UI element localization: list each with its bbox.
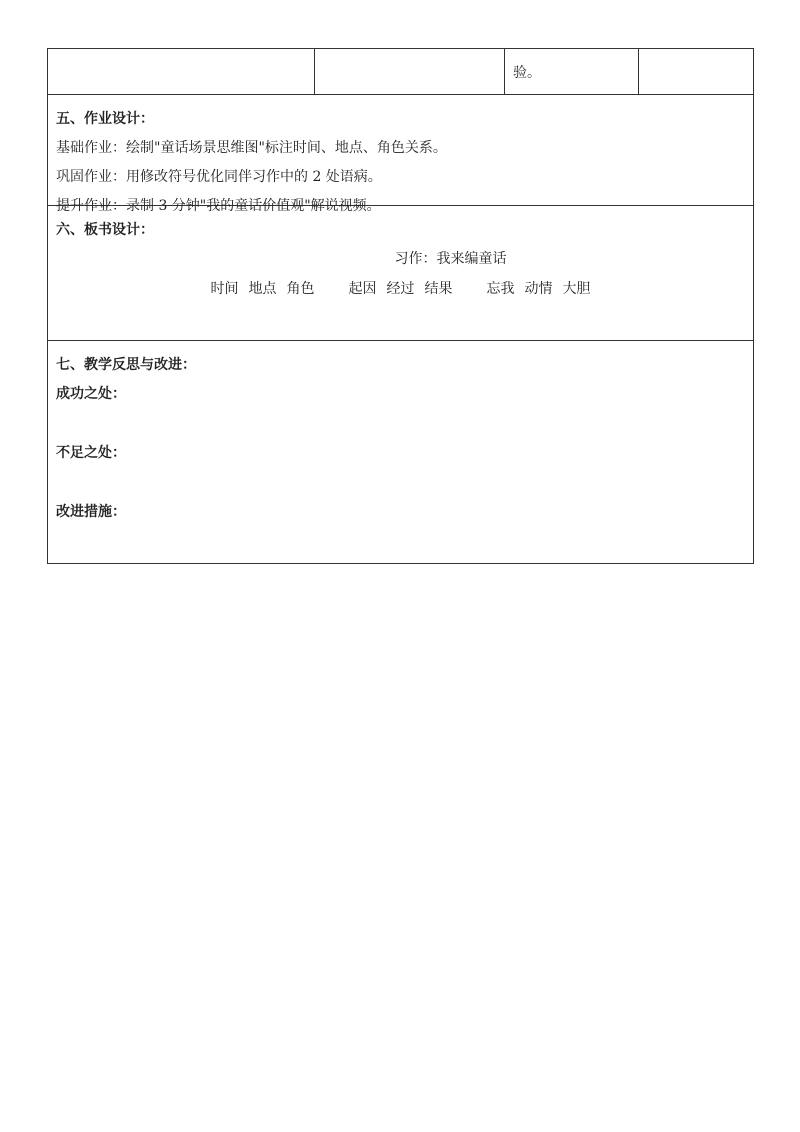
board-keyword: 时间 [210, 281, 239, 297]
table-cell [315, 49, 505, 95]
board-keywords [56, 279, 745, 299]
board-keyword: 角色 [286, 281, 315, 297]
table-cell [48, 49, 315, 95]
board-keyword: 起因 [348, 281, 377, 297]
board-cell [48, 206, 754, 341]
section-title-homework: 五、作业设计： [56, 111, 154, 127]
board-group-elements [211, 279, 315, 299]
document-page [47, 48, 753, 564]
section-title-board: 六、板书设计： [56, 222, 154, 238]
lesson-plan-table [47, 48, 754, 564]
reflection-success: 成功之处： [56, 386, 126, 402]
board-keyword: 动情 [524, 281, 553, 297]
section-title-reflection: 七、教学反思与改进： [56, 357, 196, 373]
table-row-continued [48, 49, 754, 95]
board-heading: 习作：我来编童话 [394, 251, 507, 267]
reflection-cell [48, 341, 754, 564]
reflection-row [48, 341, 754, 564]
board-group-plot [349, 279, 453, 299]
homework-basic: 基础作业：绘制"童话场景思维图"标注时间、地点、角色关系。 [56, 140, 447, 156]
board-keyword: 忘我 [486, 281, 515, 297]
homework-row [48, 95, 754, 206]
board-keyword: 大胆 [562, 281, 591, 297]
board-keyword: 地点 [248, 281, 277, 297]
table-cell [639, 49, 754, 95]
board-keyword: 经过 [386, 281, 415, 297]
cell-text: 验。 [513, 65, 541, 81]
board-group-attitude [487, 279, 591, 299]
reflection-shortcoming: 不足之处： [56, 445, 126, 461]
board-row [48, 206, 754, 341]
homework-section [48, 95, 753, 214]
board-keyword: 结果 [424, 281, 453, 297]
reflection-section [48, 341, 753, 563]
reflection-improvement: 改进措施： [56, 504, 126, 520]
homework-consolidate: 巩固作业：用修改符号优化同伴习作中的 2 处语病。 [56, 169, 382, 185]
board-section [48, 206, 753, 340]
table-cell [505, 49, 639, 95]
homework-advanced: 提升作业：录制 3 分钟"我的童话价值观"解说视频。 [56, 198, 381, 214]
homework-cell [48, 95, 754, 214]
